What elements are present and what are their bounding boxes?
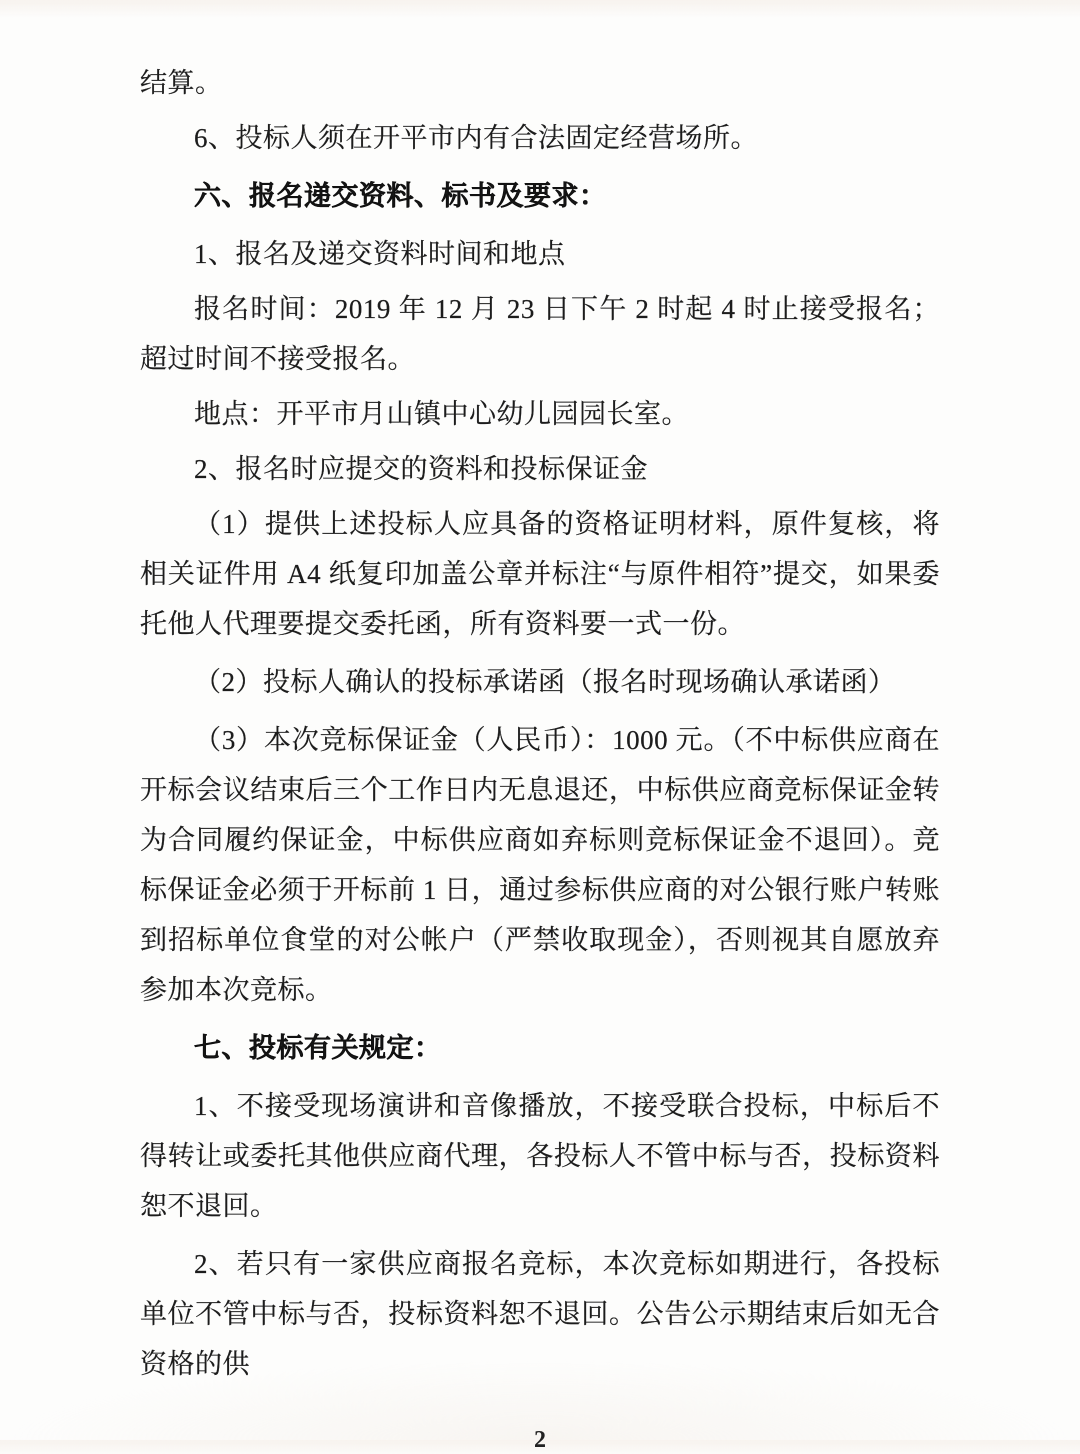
paragraph-rule-2: 2、若只有一家供应商报名竞标，本次竞标如期进行，各投标单位不管中标与否，投标资料恕不退回。公告公示期结束后如无合资格的供 [140, 1249, 940, 1379]
paragraph-item-6: 6、投标人须在开平市内有合法固定经营场所。 [194, 123, 758, 153]
section-heading-6: 六、报名递交资料、标书及要求： [194, 181, 607, 211]
paragraph-signup-time: 报名时间：2019 年 12 月 23 日下午 2 时起 4 时止接受报名；超过时间不接受报名。 [140, 294, 940, 374]
paragraph-commitment-letter: （2）投标人确认的投标承诺函（报名时现场确认承诺函） [194, 667, 896, 697]
paragraph-signup-time-place: 1、报名及递交资料时间和地点 [194, 239, 566, 269]
paragraph-materials-deposit: 2、报名时应提交的资料和投标保证金 [194, 454, 648, 484]
page-number: 2 [534, 1427, 546, 1453]
section-heading-7: 七、投标有关规定： [194, 1033, 442, 1063]
paragraph-settlement: 结算。 [140, 68, 223, 98]
document-page [140, 0, 940, 1454]
paragraph-bid-deposit: （3）本次竞标保证金（人民币）：1000 元。（不中标供应商在开标会议结束后三个工作日内无息退还，中标供应商竞标保证金转为合同履约保证金，中标供应商如弃标则竞标保证金不退回）。竞标保证金必须于开标前 1 日，通过参标供应商的对公银行账户转账到招标单位食堂的对公帐户（严禁收取现金），否则视其自愿放弃参加本次竞标。 [140, 725, 940, 1005]
paragraph-qualification-docs: （1）提供上述投标人应具备的资格证明材料，原件复核，将相关证件用 A4 纸复印加盖公章并标注“与原件相符”提交，如果委托他人代理要提交委托函，所有资料要一式一份。 [140, 509, 940, 639]
paragraph-location: 地点：开平市月山镇中心幼儿园园长室。 [194, 399, 689, 429]
paragraph-rule-1: 1、不接受现场演讲和音像播放，不接受联合投标，中标后不得转让或委托其他供应商代理，各投标人不管中标与否，投标资料恕不退回。 [140, 1091, 940, 1221]
